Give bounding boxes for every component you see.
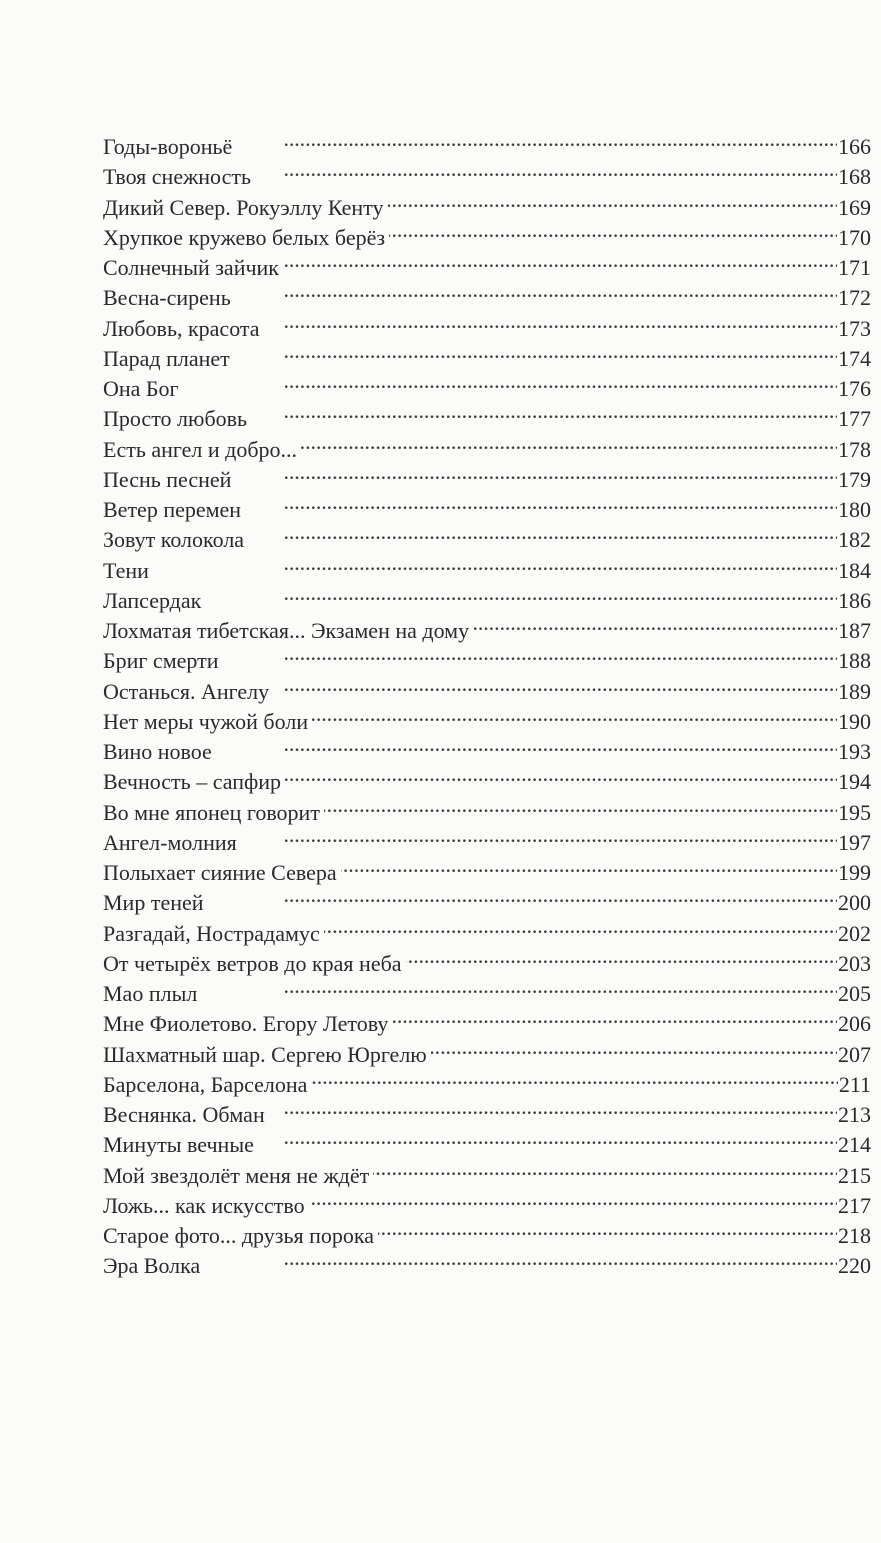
dot-leader bbox=[153, 548, 837, 578]
toc-entry-title: Вино новое bbox=[103, 739, 212, 764]
toc-entry-page-number: 180 bbox=[838, 497, 871, 522]
toc-entry-page-number: 213 bbox=[838, 1102, 871, 1127]
dot-leader bbox=[255, 154, 837, 184]
dot-leader bbox=[378, 1213, 837, 1243]
toc-entry bbox=[103, 729, 871, 764]
toc-entry-page-number: 173 bbox=[838, 315, 871, 341]
toc-entry-title: Старое фото... друзья порока bbox=[103, 1223, 374, 1248]
toc-entry-page-number: 186 bbox=[838, 587, 871, 613]
toc-entry-page-number: 170 bbox=[838, 224, 871, 250]
dot-leader bbox=[389, 215, 837, 245]
toc-entry-title: Минуты вечные bbox=[103, 1132, 254, 1158]
toc-entry-title: Эра Волка bbox=[103, 1253, 201, 1279]
toc-entry-title: Шахматный шар. Сергею Юргелю bbox=[103, 1041, 427, 1067]
toc-entry-page-number: 174 bbox=[838, 345, 871, 371]
toc-entry bbox=[103, 366, 871, 401]
toc-entry-page-number: 177 bbox=[838, 406, 871, 432]
dot-leader bbox=[216, 729, 837, 759]
toc-entry-title: Ветер перемен bbox=[103, 497, 242, 522]
toc-entry-page-number: 195 bbox=[838, 799, 871, 825]
toc-entry-title: Дикий Север. Рокуэллу Кенту bbox=[103, 194, 384, 220]
toc-entry bbox=[103, 396, 871, 432]
dot-leader bbox=[234, 336, 837, 366]
toc-entry-page-number: 190 bbox=[838, 708, 871, 734]
dot-leader bbox=[269, 1092, 837, 1122]
toc-entry-page-number: 171 bbox=[838, 255, 871, 280]
toc-entry-title: Разгадай, Нострадамус bbox=[103, 920, 320, 946]
toc-entry-page-number: 168 bbox=[838, 164, 871, 190]
dot-leader bbox=[235, 457, 837, 487]
toc-entry bbox=[103, 578, 871, 613]
dot-leader bbox=[283, 245, 837, 275]
toc-entry-title: Хрупкое кружево белых берёз bbox=[103, 224, 386, 250]
toc-entry-page-number: 199 bbox=[838, 860, 871, 885]
toc-entry-title: Мир теней bbox=[103, 890, 204, 916]
toc-entry-title: Она Бог bbox=[103, 376, 179, 401]
toc-entry-title: Просто любовь bbox=[103, 406, 248, 432]
toc-entry bbox=[103, 1001, 871, 1037]
toc-entry-page-number: 169 bbox=[838, 194, 871, 220]
toc-entry-title: Ложь... как искусство bbox=[103, 1192, 305, 1218]
dot-leader bbox=[273, 669, 837, 699]
dot-leader bbox=[324, 911, 837, 941]
toc-entry-page-number: 187 bbox=[838, 618, 871, 643]
toc-entry-page-number: 166 bbox=[838, 134, 871, 159]
dot-leader bbox=[248, 517, 837, 547]
toc-entry-page-number: 207 bbox=[838, 1041, 871, 1067]
dot-leader bbox=[311, 1062, 837, 1092]
dot-leader bbox=[264, 306, 837, 336]
dot-leader bbox=[406, 941, 837, 971]
toc-entry-page-number: 182 bbox=[838, 527, 871, 553]
table-of-contents bbox=[103, 124, 871, 1279]
toc-entry-page-number: 176 bbox=[838, 376, 871, 401]
toc-entry bbox=[103, 911, 871, 946]
dot-leader bbox=[245, 487, 837, 517]
toc-entry-page-number: 205 bbox=[838, 981, 871, 1006]
toc-entry-title: Твоя снежность bbox=[103, 164, 252, 190]
toc-entry bbox=[103, 759, 871, 795]
toc-entry-title: Лохматая тибетская... Экзамен на дому bbox=[103, 618, 470, 643]
dot-leader bbox=[431, 1032, 837, 1062]
dot-leader bbox=[236, 124, 837, 154]
dot-leader bbox=[204, 1243, 837, 1273]
toc-entry-page-number: 188 bbox=[838, 648, 871, 674]
dot-leader bbox=[285, 759, 837, 789]
dot-leader bbox=[312, 699, 837, 729]
toc-entry-title: Мой звездолёт меня не ждёт bbox=[103, 1162, 370, 1188]
toc-entry-title: Нет меры чужой боли bbox=[103, 708, 309, 734]
toc-entry-title: Мне Фиолетово. Егору Летову bbox=[103, 1011, 389, 1037]
toc-entry-page-number: 172 bbox=[838, 285, 871, 311]
toc-entry-page-number: 203 bbox=[838, 950, 871, 976]
dot-leader bbox=[324, 790, 837, 820]
dot-leader bbox=[201, 971, 837, 1001]
toc-entry-page-number: 189 bbox=[838, 678, 871, 704]
toc-entry-page-number: 184 bbox=[838, 557, 871, 583]
toc-entry bbox=[103, 880, 871, 916]
toc-entry bbox=[103, 608, 871, 643]
toc-entry-title: Солнечный зайчик bbox=[103, 255, 279, 280]
dot-leader bbox=[241, 820, 837, 850]
dot-leader bbox=[388, 185, 837, 215]
toc-entry-page-number: 194 bbox=[838, 769, 871, 795]
toc-entry-page-number: 200 bbox=[838, 890, 871, 916]
toc-entry-title: Тени bbox=[103, 557, 149, 583]
toc-entry-page-number: 206 bbox=[838, 1011, 871, 1037]
toc-entry-page-number: 179 bbox=[838, 466, 871, 492]
toc-entry-title: Весна-сирень bbox=[103, 285, 231, 311]
toc-entry-page-number: 197 bbox=[838, 829, 871, 855]
toc-entry-title: Вечность – сапфир bbox=[103, 769, 281, 795]
toc-entry-title: Останься. Ангелу bbox=[103, 678, 270, 704]
dot-leader bbox=[205, 578, 837, 608]
toc-entry-title: Парад планет bbox=[103, 345, 230, 371]
toc-entry bbox=[103, 548, 871, 583]
toc-entry bbox=[103, 1243, 871, 1279]
dot-leader bbox=[373, 1153, 837, 1183]
dot-leader bbox=[208, 880, 837, 910]
dot-leader bbox=[222, 638, 837, 668]
toc-entry-title: Во мне японец говорит bbox=[103, 799, 320, 825]
toc-entry-title: Зовут колокола bbox=[103, 527, 245, 553]
toc-entry-title: Лапсердак bbox=[103, 587, 202, 613]
dot-leader bbox=[301, 427, 837, 457]
dot-leader bbox=[258, 1122, 837, 1152]
dot-leader bbox=[392, 1001, 837, 1031]
toc-entry-page-number: 220 bbox=[838, 1253, 871, 1279]
toc-entry-page-number: 218 bbox=[838, 1223, 871, 1248]
toc-entry-title: Полыхает сияние Севера bbox=[103, 860, 337, 885]
dot-leader bbox=[309, 1183, 837, 1213]
toc-entry-page-number: 215 bbox=[838, 1162, 871, 1188]
toc-entry-page-number: 214 bbox=[838, 1132, 871, 1158]
toc-entry-page-number: 178 bbox=[838, 436, 871, 462]
toc-entry-page-number: 211 bbox=[838, 1071, 871, 1097]
dot-leader bbox=[183, 366, 837, 396]
toc-entry-page-number: 202 bbox=[838, 920, 871, 946]
toc-entry bbox=[103, 971, 871, 1006]
toc-entry-title: Песнь песней bbox=[103, 466, 232, 492]
toc-entry-title: Любовь, красота bbox=[103, 315, 260, 341]
toc-entry-page-number: 193 bbox=[838, 739, 871, 764]
dot-leader bbox=[251, 396, 837, 426]
toc-entry-title: Есть ангел и добро... bbox=[103, 436, 298, 462]
toc-entry-title: Веснянка. Обман bbox=[103, 1102, 265, 1127]
toc-entry-title: Ангел-молния bbox=[103, 829, 237, 855]
toc-entry-title: Барселона, Барселона bbox=[103, 1071, 308, 1097]
toc-entry-title: От четырёх ветров до края неба bbox=[103, 950, 402, 976]
dot-leader bbox=[235, 275, 837, 305]
toc-entry bbox=[103, 124, 871, 159]
dot-leader bbox=[473, 608, 837, 638]
dot-leader bbox=[341, 850, 837, 880]
toc-entry-page-number: 217 bbox=[838, 1192, 871, 1218]
toc-entry-title: Годы-вороньё bbox=[103, 134, 233, 159]
toc-entry-title: Мао плыл bbox=[103, 981, 198, 1006]
toc-entry-title: Бриг смерти bbox=[103, 648, 219, 674]
